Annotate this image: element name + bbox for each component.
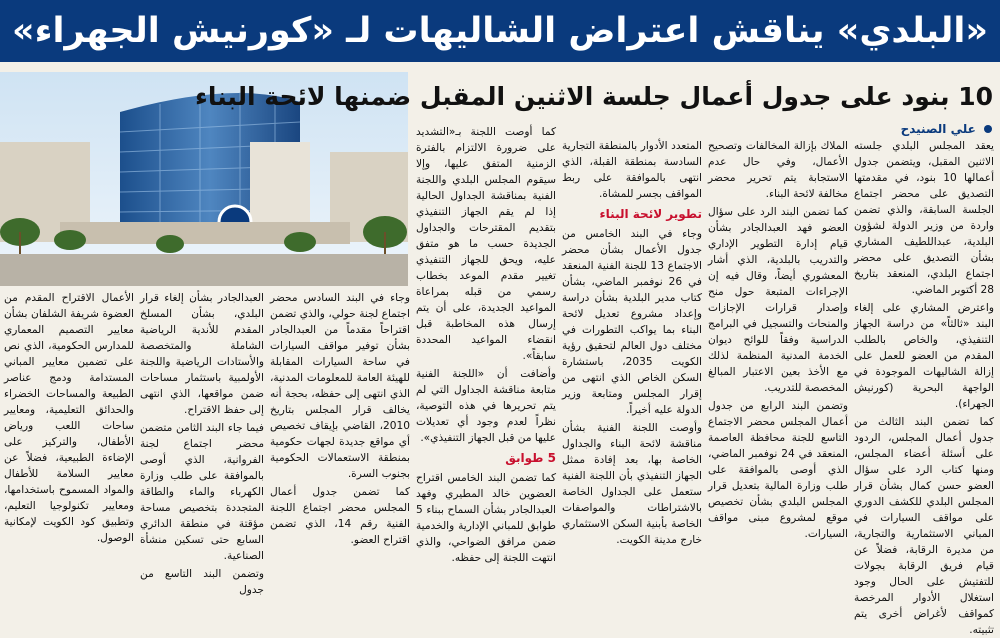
paragraph: المتعدد الأدوار بالمنطقة التجارية السادسة بمنطقة القبلة، الذي انتهى بالموافقة على ربط المواقف بجسر للمشاة. [562,140,702,200]
paragraph: وتضمن البند الرابع من جدول أعمال المجلس محضر الاجتماع التاسع للجنة محافظة العاصمة المنعقد في 24 نوفمبر الماضي، الذي أوصى بالموافقة على طلب وزارة المالية بتعديل قرار المجلس البلدي بشأن تخصيص موقع لمشروع مبنى مواقف السيارات. [708,400,849,540]
paragraph: الملاك بإزالة المخالفات وتصحيح الأعمال، وفي حال عدم الاستجابة يتم تحرير محضر مخالفة لائحة البناء. [708,140,848,200]
subheadline: 10 بنود على جدول أعمال جلسة الاثنين المقبل ضمنها لائحة البناء [195,82,993,111]
paragraph: وتضمن البند التاسع من جدول [140,568,264,596]
headline-banner [0,0,1000,62]
article-column-5 [270,290,410,546]
author-name: علي الصنيدح [900,122,976,136]
byline [901,122,992,136]
paragraph: كما تضمن البند الخامس اقتراح العضوين خالد المطيري وفهد العبدالجادر بشأن السماح ببناء 5 طوابق للمباني الإدارية والخدمية ضمن مرافق الضواحي، والذي انتهت اللجنة إلى حفظه. [416,472,556,564]
paragraph: وأضافت أن «اللجنة الفنية متابعة مناقشة الجداول التي لم يتم تحريرها في هذه التوصية، نظراً لعدم وجود أي تعديلات عليها من قبل الجهاز التنفيذي». [416,368,556,444]
headline: «البلدي» يناقش اعتراض الشاليهات لـ «كورنيش الجهراء» [12,11,988,51]
paragraph: كما أوصت اللجنة بـ«التشديد على ضرورة الالتزام بالفترة الزمنية المتفق عليها، وإلا سيقوم المجلس البلدي واللجنة الفنية بمناقشة الجداول الحالية إذا لم يقم الجهاز التنفيذي بتقديم المقترحات والجداول الجديدة حسب ما هو متفق عليه، ويحق للجهاز التنفيذي تغيير مقدم الموعد بخطاب رسمي من قبله بمراعاة المواعيد الجديدة، على أن يتم إرسال هذه المخاطبة قبل انقضاء المواعيد المحددة سابقاً». [416,126,556,362]
article-column-1 [854,138,995,636]
paragraph: يعقد المجلس البلدي جلسته الاثنين المقبل، ويتضمن جدول أعمالها 10 بنود، في مقدمتها التصديق على محضر اجتماع الجلسة السابقة، والذي تضمن واردة من وزير الدولة لشؤون البلدية، عبداللطيف المشاري بشأن التصديق على محضر اجتماع البلدي، المنعقد بتاريخ 28 أكتوبر الماضي. [854,140,995,296]
paragraph: العبدالجادر بشأن إلغاء قرار البلدي، بشأن المسلخ المقدم للأندية الرياضية الشاملة والمتخصصة والأستادات الرياضية واللجنة الأولمبية باستثمار مساحات ضمن مواقعها، الذي انتهى إلى حفظ الاقتراح. [140,292,264,416]
paragraph: وجاء في البند السادس محضر اجتماع لجنة حولي، والذي تضمن اقتراحاً مقدماً من العبدالجادر بشأن توفير مواقف السيارات في ساحة السيارات المقابلة للهيئة العامة للمعلومات المدنية، الذي انتهى إلى حفظه، بحجة أنه يخالف قرار المجلس بتاريخ 2010، القاضي بإيقاف تخصيص أي مواقع جديدة لجهات حكومية بمنطقة الاستعمالات الحكومية بجنوب السرة. [270,292,410,480]
article-column-7 [4,290,134,544]
paragraph: واعترض المشاري على إلغاء البند «ثالثاً» من دراسة الجهاز التنفيذي، والخاص بالطلب المقدم من العضو للعمل على إزالة الشاليهات الموجودة في الواجهة البحرية (كورنيش الجهراء). [854,302,994,410]
paragraph: كما تضمن البند الرد على سؤال العضو فهد العبدالجادر بشأن قيام إدارة التطوير الإداري والتدريب بالبلدية، الذي أشار المعشوري أيضاً، وقال فيه إن الإجراءات المتبعة حول منح وإصدار قرارات الإجازات والمنحات والتسجيل في البرامج الدراسية وفقاً للوائح ديوان الخدمة المدنية المنظمة لذلك مع الأخذ بعين الاعتبار المبالغ المخصصة للتدريب. [708,206,848,394]
bullet-icon [984,125,992,133]
paragraph: وأوصت اللجنة الفنية بشأن مناقشة لائحة البناء والجداول الخاصة بها، بعد إفادة ممثل الجهاز التنفيذي بأن اللجنة الفنية ستعمل على الجداول الخاصة بالاشتراطات والمواصفات الخاصة بأبنية السكن الاستثماري خارج مدينة الكويت. [562,422,702,546]
paragraph: كما تضمن جدول أعمال المجلس محضر اجتماع اللجنة الفنية رقم 14، الذي تضمن اقتراح العضو. [270,486,410,546]
section-heading-building-code: تطوير لائحة البناء [599,207,702,221]
article-column-6 [140,290,264,596]
paragraph: فيما جاء البند الثامن متضمن محضر اجتماع لجنة الفروانية، الذي أوصى بالموافقة على طلب وزارة الكهرباء والماء والطاقة المتجددة بتخصيص مساحة مؤقتة في منطقة الدائري السابع حتى تسكين منشأة الصناعية. [140,422,264,562]
paragraph: الأعمال الاقتراح المقدم من العضوة شريفة الشلفان بشأن معايير التصميم المعماري للمدارس الحكومية، الذي نص على تضمين معايير المباني المستدامة ودمج عناصر الطبيعة والمساحات الخضراء والحدائق التعليمية، ومعايير ساحات اللعب ورياض الأطفال، والتركيز على الإضاءة الطبيعية، فضلاً عن معايير السلامة للأطفال والمواد المسموح باستخدامها، ومعايير تكنولوجيا التعليم، وتطبيق كود الكويت لإمكانية الوصول. [4,292,134,544]
article-column-4 [416,124,556,564]
section-heading-five-floors: 5 طوابق [505,451,556,465]
article-column-2 [708,138,849,540]
article-column-3 [562,138,702,546]
paragraph: وجاء في البند الخامس من جدول الأعمال بشأن محضر الاجتماع 13 للجنة الفنية المنعقد في 26 نوفمبر الماضي، بشأن كتاب مدير البلدية بشأن دراسة وإعداد مشروع تعديل لائحة البناء بما يواكب التطورات في مختلف دول العالم لتحقيق رؤية الكويت 2035، باستشارة السكن الخاص الذي انتهى من إقرار المجلس ومتابعة وزير الدولة عليه أخيراً. [562,228,702,416]
paragraph: كما تضمن البند الثالث من جدول أعمال المجلس، الردود على أسئلة أعضاء المجلس، ومنها كتاب الرد على سؤال العضو حسن كمال بشأن قرار المجلس البلدي للكشف الدوري على مواقف السيارات في المباني الاستثمارية والتجارية، من مديرة الرقابة، فضلاً عن قيام فريق الرقابة بجولات للتفتيش على الحال وجود استغلال الأدوار المرخصة كمواقف لأغراض أخرى يتم تثبيته. [854,416,994,636]
